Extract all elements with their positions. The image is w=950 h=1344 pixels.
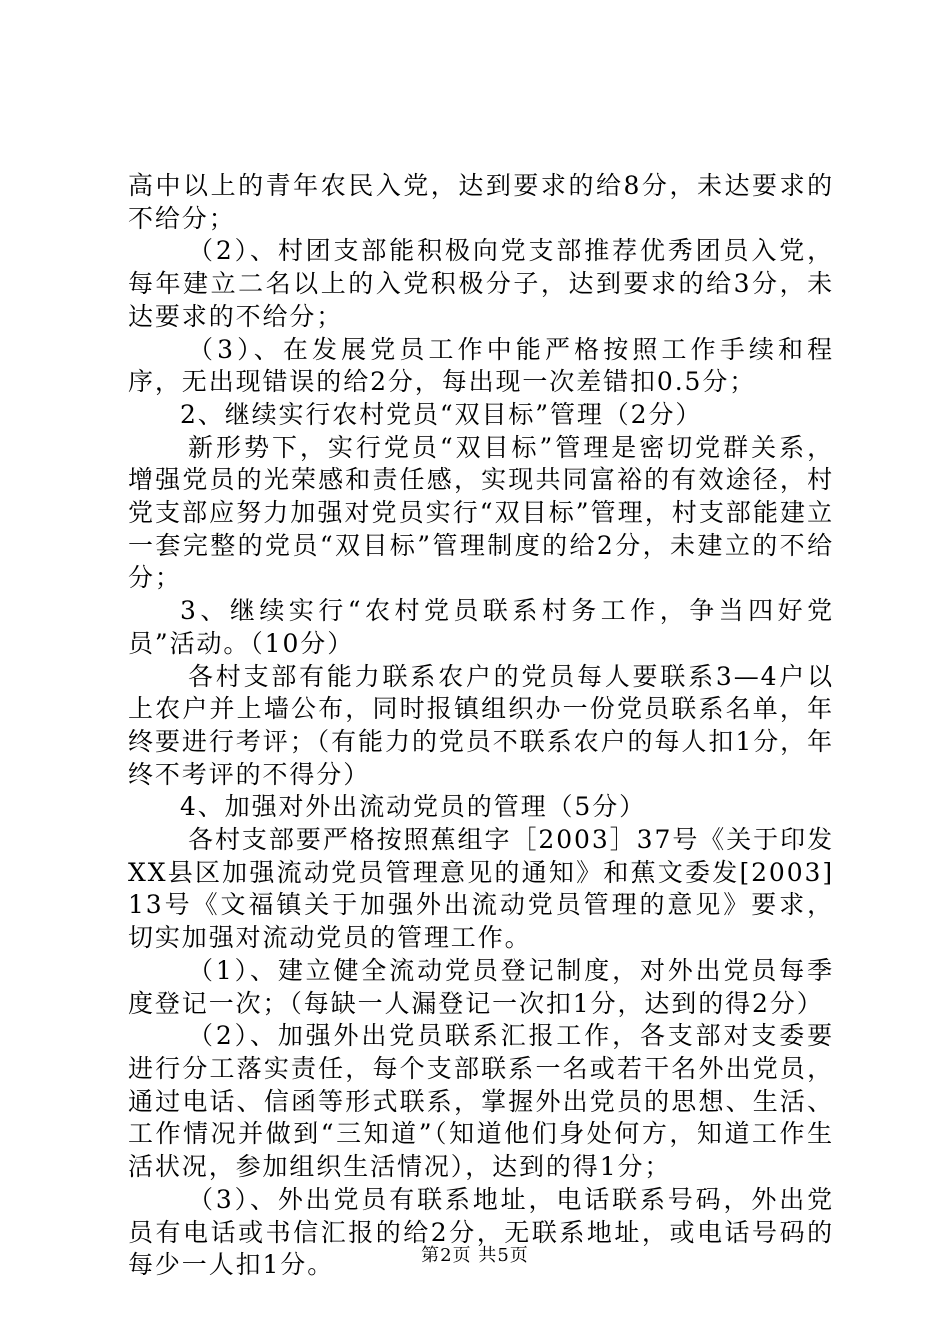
paragraph-item-1-registration: （1）、建立健全流动党员登记制度，对外出党员每季度登记一次；（每缺一人漏登记一次扣1分，达到的得2分） [128, 955, 834, 1018]
paragraph-item-2-reporting: （2）、加强外出党员联系汇报工作，各支部对支委要进行分工落实责任，每个支部联系一名或若干名外出党员，通过电话、信函等形式联系，掌握外出党员的思想、生活、工作情况并做到“三知道”（知道他们身处何方，知道工作生活状况，参加组织生活情况），达到的得1分； [128, 1021, 834, 1182]
section-heading-3: 3、继续实行“农村党员联系村务工作，争当四好党员”活动。（10分） [128, 596, 834, 658]
paragraph-item-3-procedure: （3）、在发展党员工作中能严格按照工作手续和程序，无出现错误的给2分，每出现一次差错扣0.5分； [128, 334, 834, 397]
section-heading-4: 4、加强对外出流动党员的管理（5分） [180, 792, 647, 822]
paragraph-item-2-party-branch: （2）、村团支部能积极向党支部推荐优秀团员入党，每年建立二名以上的入党积极分子，达到要求的给3分，未达要求的不给分； [128, 236, 834, 331]
document-body [128, 170, 834, 1282]
paragraph-dual-goal: 新形势下，实行党员“双目标”管理是密切党群关系，增强党员的光荣感和责任感，实现共同富裕的有效途径，村党支部应努力加强对党员实行“双目标”管理，村支部能建立一套完整的党员“双目标”管理制度的给2分，未建立的不给分； [128, 432, 834, 593]
paragraph-item-3-contact-address: （3）、外出党员有联系地址，电话联系号码，外出党员有电话或书信汇报的给2分，无联系地址，或电话号码的每少一人扣1分。 [128, 1184, 834, 1280]
paragraph-continuation: 高中以上的青年农民入党，达到要求的给8分，未达要求的不给分； [128, 171, 834, 233]
section-heading-2: 2、继续实行农村党员“双目标”管理（2分） [180, 399, 703, 429]
paragraph-mobile-members: 各村支部要严格按照蕉组字［2003］37号《关于印发XX县区加强流动党员管理意见的通知》和蕉文委发[2003]13号《文福镇关于加强外出流动党员管理的意见》要求，切实加强对流动党员的管理工作。 [128, 825, 834, 953]
page-number-footer: 第2页 共5页 [421, 1245, 529, 1266]
paragraph-contact-farmers: 各村支部有能力联系农户的党员每人要联系3—4户以上农户并上墙公布，同时报镇组织办一份党员联系名单，年终要进行考评；（有能力的党员不联系农户的每人扣1分，年终不考评的不得分） [128, 661, 834, 789]
